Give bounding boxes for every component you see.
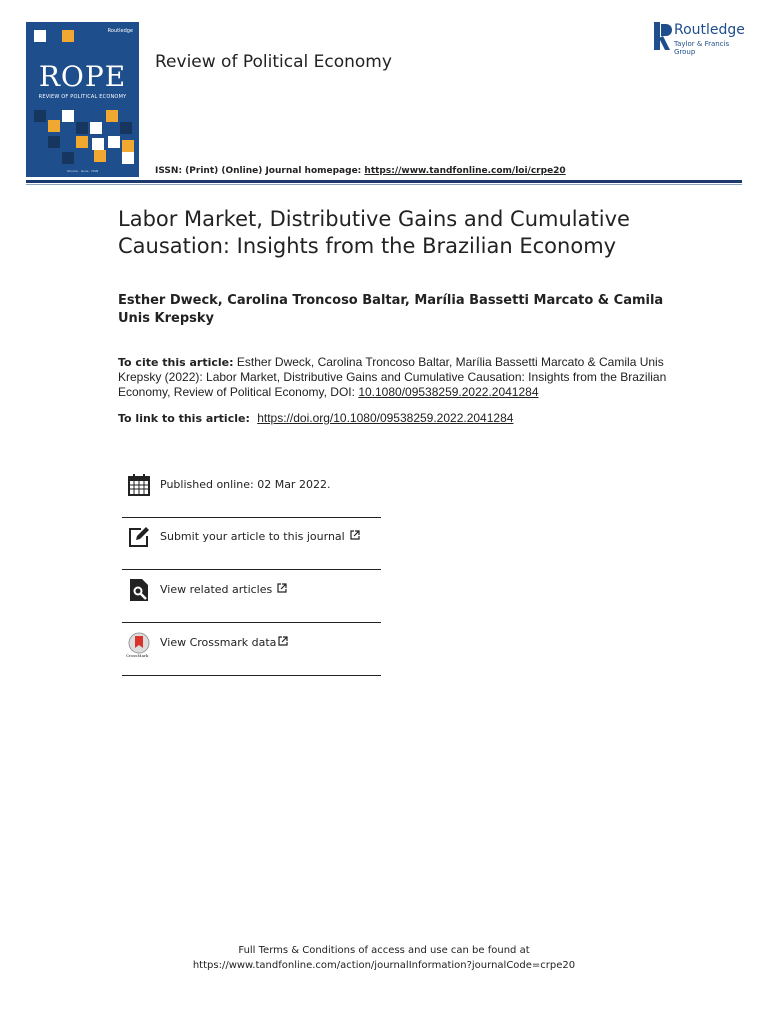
citation-doi[interactable]: 10.1080/09538259.2022.2041284	[358, 385, 539, 399]
cover-subtitle: REVIEW OF POLITICAL ECONOMY	[38, 94, 127, 100]
link-label: To link to this article:	[118, 412, 250, 425]
document-search-icon	[127, 578, 151, 602]
publisher-name: Routledge	[674, 22, 745, 38]
related-articles-link[interactable]	[160, 583, 287, 596]
journal-homepage-link[interactable]: https://www.tandfonline.com/loi/crpe20	[364, 166, 566, 176]
header-rule-thin	[26, 184, 742, 185]
article-doi-link[interactable]: https://doi.org/10.1080/09538259.2022.2041284	[257, 411, 514, 425]
routledge-logo-icon	[654, 22, 672, 50]
info-divider	[122, 622, 381, 623]
citation-label: To cite this article:	[118, 356, 234, 369]
external-link-icon	[278, 636, 288, 646]
footer-terms-url[interactable]: https://www.tandfonline.com/action/journalInformation?journalCode=crpe20	[192, 960, 576, 971]
info-divider	[122, 569, 381, 570]
crossmark-label: View Crossmark data	[160, 636, 277, 649]
submit-article-link[interactable]	[160, 530, 360, 543]
publisher-logo[interactable]	[654, 22, 749, 56]
related-articles-label: View related articles	[160, 583, 273, 596]
article-link-line	[118, 411, 678, 425]
external-link-icon	[350, 530, 360, 540]
citation-block	[118, 355, 678, 400]
submit-article-label: Submit your article to this journal	[160, 530, 345, 543]
journal-cover	[26, 22, 139, 177]
external-link-icon	[277, 583, 287, 593]
footer-terms-text: Full Terms & Conditions of access and use can be found at	[238, 945, 530, 956]
cover-footer: Volume · Issue · ISSN	[66, 169, 99, 173]
info-divider	[122, 517, 381, 518]
article-authors: Esther Dweck, Carolina Troncoso Baltar, Marília Bassetti Marcato & Camila Unis Krepsky	[118, 293, 664, 326]
citation-text: Esther Dweck, Carolina Troncoso Baltar, Marília Bassetti Marcato & Camila Unis Krepsky (2022): Labor Market, Distributive Gains and Cumulative Causation: Insights from the Brazilian Economy, Review of Political Economy, DOI:	[118, 355, 667, 399]
journal-name: Review of Political Economy	[155, 52, 392, 72]
issn-line	[155, 166, 566, 176]
crossmark-link[interactable]	[160, 636, 288, 649]
crossmark-icon-label: CrossMark	[126, 653, 149, 658]
footer	[0, 943, 768, 973]
published-online-text: Published online: 02 Mar 2022.	[160, 478, 331, 491]
header-rule	[26, 180, 742, 183]
info-divider	[122, 675, 381, 676]
cover-title: ROPE	[38, 60, 127, 93]
publisher-group: Taylor & Francis Group	[674, 40, 730, 56]
cover-publisher-mark: Routledge	[107, 28, 133, 34]
pencil-edit-icon	[127, 525, 151, 549]
article-title: Labor Market, Distributive Gains and Cumulative Causation: Insights from the Brazilian Economy	[118, 207, 630, 258]
calendar-icon	[127, 473, 151, 497]
issn-label: ISSN: (Print) (Online) Journal homepage:	[155, 166, 362, 176]
